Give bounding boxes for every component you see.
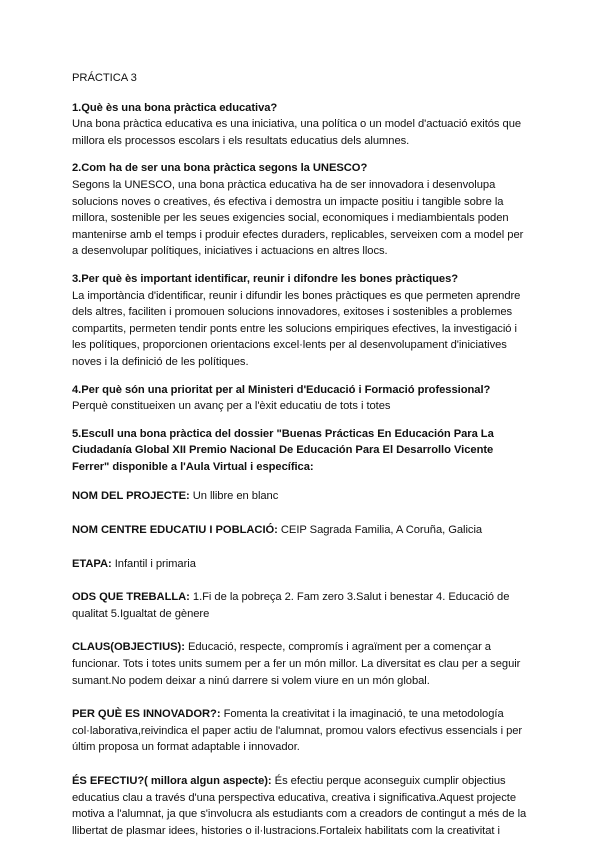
field-school xyxy=(72,522,532,539)
field-value: Infantil i primaria xyxy=(114,557,196,570)
question-heading: 2.Com ha de ser una bona pràctica segons la UNESCO? xyxy=(72,162,368,175)
field-stage xyxy=(72,556,532,573)
question-answer: Una bona pràctica educativa es una iniciativa, una política o un model d'actuació exitós que millora els processos escolars i els resultats educatius dels alumnes. xyxy=(72,118,522,147)
field-label: ODS QUE TREBALLA: xyxy=(72,591,190,604)
document-page xyxy=(72,70,532,856)
question-answer: Perquè constitueixen un avanç per a l'èxit educatiu de tots i totes xyxy=(72,400,391,413)
page-title: PRÁCTICA 3 xyxy=(72,72,137,84)
field-label: ETAPA: xyxy=(72,557,112,570)
question-heading: 3.Per què ès important identificar, reunir i difondre les bones pràctiques? xyxy=(72,272,459,285)
question-heading: 1.Què ès una bona pràctica educativa? xyxy=(72,101,278,114)
field-project-name xyxy=(72,488,532,505)
field-value: 1.Fi de la pobreça 2. Fam zero 3.Salut i benestar 4. Educació de qualitat 5.Igualtat de gènere xyxy=(72,591,510,620)
question-3 xyxy=(72,271,532,371)
question-4 xyxy=(72,382,532,415)
field-effectiveness xyxy=(72,773,532,839)
field-value: Fomenta la creativitat i la imaginació, te una metodología col·laborativa,reivindica el paper actiu de l'alumnat, promou valors efectivus essencials i per últim proposa un format adaptable i innovador. xyxy=(72,708,523,754)
field-value: Educació, respecte, compromís i agraïment per a començar a funcionar. Tots i totes units sumem per a fer un món millor. La diversitat es clau per a seguir sumant.No podem deixar a ninú darrere si volem viure en un món global. xyxy=(72,641,521,687)
field-label: CLAUS(OBJECTIUS): xyxy=(72,641,185,654)
question-1 xyxy=(72,100,532,150)
field-value: Un llibre en blanc xyxy=(192,490,279,503)
field-label: NOM CENTRE EDUCATIU I POBLACIÓ: xyxy=(72,524,278,537)
question-2 xyxy=(72,160,532,260)
field-objectives xyxy=(72,639,532,689)
field-value: És efectiu perque aconseguix cumplir objectius educatius clau a través d'una perspectiva educativa, creativa i significativa.Aquest projecte motiva a l'alumnat, ja que s'involucra als estudiants com a creadors de contingut a més de la llibertat de plasmar idees, histories o il·lustracions.Fortaleix habilitats com la creativitat i xyxy=(72,775,527,837)
field-label: NOM DEL PROJECTE: xyxy=(72,490,190,503)
question-5-heading: 5.Escull una bona pràctica del dossier "Buenas Prácticas En Educación Para La Ciudadanía Global XII Premio Nacional De Educación Para El Desarrollo Vicente Ferrer" disponible a l'Aula Virtual i específica: xyxy=(72,427,494,473)
field-value: CEIP Sagrada Familia, A Coruña, Galicia xyxy=(280,524,483,537)
question-answer: La importància d'identificar, reunir i difundir les bones pràctiques es que permeten aprendre dels altres, faciliten i promouen solucions innovadores, exitoses i sostenibles a problemes compartits, permeten tendir ponts entre les solucions empiriques efectives, la investigació i les polítiques, proporcionen orientacions excel·lents per al desenvolupament d'iniciatives noves i la definició de les polítiques. xyxy=(72,289,521,368)
field-label: ÉS EFECTIU?( millora algun aspecte): xyxy=(72,775,272,787)
field-ods xyxy=(72,589,532,622)
question-heading: 4.Per què són una prioritat per al Ministeri d'Educació i Formació professional? xyxy=(72,383,491,396)
question-answer: Segons la UNESCO, una bona pràctica educativa ha de ser innovadora i desenvolupa solucions noves o creatives, és efectiva i demostra un impacte positiu i tangible sobre la millora, sostenible per les seues exigencies social, economiques i mediambientals poden mantenirse amb el temps i produir efectes duraders, replicables, serveixen com a model per a desenvolupar polítiques, iniciatives i actuacions en altres llocs. xyxy=(72,178,524,258)
field-label: PER QUÈ ES INNOVADOR?: xyxy=(72,708,221,721)
field-innovation xyxy=(72,706,532,756)
